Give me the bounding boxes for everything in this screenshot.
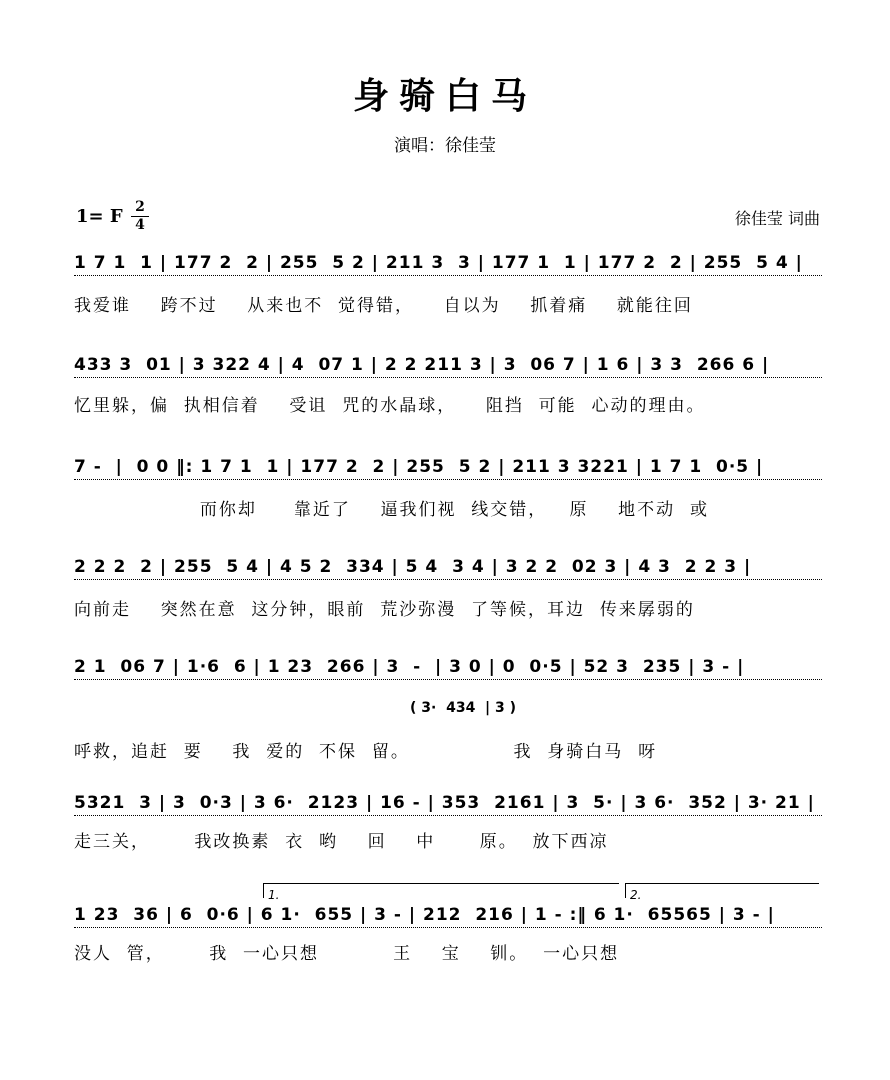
underline-beam [74,275,822,280]
volta-second-ending [625,883,819,902]
underline-beam [74,579,822,584]
lyric-line: 向前走 突然在意 这分钟，眼前 荒沙弥漫 了等候，耳边 传来孱弱的 [74,600,695,620]
underline-beam [74,927,822,932]
time-bottom: 4 [135,217,145,233]
lyric-line: 我爱谁 跨不过 从来也不 觉得错， 自以为 抓着痛 就能往回 [74,296,693,316]
underline-beam [74,815,822,820]
lyric-line: 没人 管， 我 一心只想 王 宝 钏。 一心只想 [74,944,620,964]
key-signature: 1= F [76,206,123,227]
lyric-line: 忆里躲，偏 执相信着 受诅 咒的水晶球， 阻挡 可能 心动的理由。 [74,396,706,416]
page-title: 身骑白马 [352,75,537,117]
notation-line: 5321 3 | 3 0·3 | 3 6· 2123 | 16 - | 353 2161 | 3 5· | 3 6· 352 | 3· 21 | [74,793,815,813]
underline-beam [74,377,822,382]
volta-2-label: 2. [630,888,642,902]
lyric-line: 而你却 靠近了 逼我们视 线交错， 原 地不动 或 [74,500,709,520]
notation-line: 1 7 1 1 | 177 2 2 | 255 5 2 | 211 3 3 | 177 1 1 | 177 2 2 | 255 5 4 | [74,253,803,273]
underline-beam [74,679,822,684]
notation-line: 2 2 2 2 | 255 5 4 | 4 5 2 334 | 5 4 3 4 | 3 2 2 02 3 | 4 3 2 2 3 | [74,557,752,577]
notation-line: 7 - | 0 0 ‖: 1 7 1 1 | 177 2 2 | 255 5 2 | 211 3 3221 | 1 7 1 0·5 | [74,457,764,477]
notation-line: 433 3 01 | 3 322 4 | 4 07 1 | 2 2 211 3 | 3 06 7 | 1 6 | 3 3 266 6 | [74,355,770,375]
notation-line: 1 23 36 | 6 0·6 | 6 1· 655 | 3 - | 212 216 | 1 - :‖ 6 1· 65565 | 3 - | [74,905,775,925]
time-top: 2 [135,199,145,215]
lyric-line: 走三关， 我改换素 衣 哟 回 中 原。 放下西凉 [74,832,609,852]
volta-first-ending [263,883,619,902]
time-signature [131,200,149,233]
composer-credit: 徐佳莹 词曲 [734,209,820,228]
underline-beam [74,479,822,484]
notation-line: 2 1 06 7 | 1·6 6 | 1 23 266 | 3 - | 3 0 | 0 0·5 | 52 3 235 | 3 - | [74,657,745,677]
sub-line: ( 3· 434 | 3 ) [410,700,517,716]
lyric-line: 呼救，追赶 要 我 爱的 不保 留。 我 身骑白马 呀 [74,742,658,762]
volta-1-label: 1. [268,888,280,902]
singer-credit: 演唱：徐佳莹 [394,136,496,156]
